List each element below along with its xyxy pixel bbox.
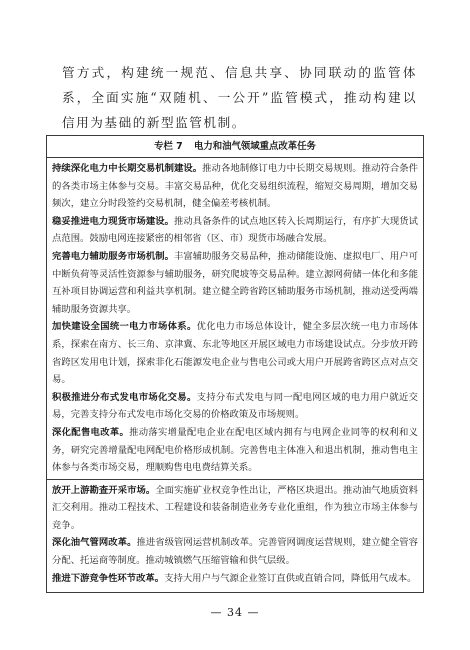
box-label: 专栏 7 (154, 141, 183, 152)
task-item (52, 318, 418, 388)
task-heading: 加快建设全国统一电力市场体系。 (52, 321, 197, 333)
task-body: 推动落实增量配电企业在配电区域内拥有与电网企业同等的权利和义务，研究完善增量配电网配电价格形成机制。完善售电主体准入和退出机制，推动售电主体参与各类市场交易，理顺购售电电费结算关系。 (52, 426, 418, 474)
task-heading: 深化油气管网改革。 (52, 537, 137, 549)
task-heading: 持续深化电力中长期交易机制建设。 (52, 163, 203, 174)
task-item (52, 482, 418, 535)
task-body: 全面实施矿业权竞争性出让，严格区块退出。推动油气地质资料汇交利用。推动工程技术、工程建设和装备制造业务专业化重组，作为独立市场主体参与竞争。 (52, 484, 418, 531)
task-heading: 放开上游勘查开采市场。 (52, 484, 156, 496)
task-item (52, 424, 418, 477)
task-item (52, 160, 418, 213)
task-heading: 稳妥推进电力现货市场建设。 (52, 215, 175, 227)
task-heading: 积极推进分布式发电市场化交易。 (52, 391, 197, 403)
task-heading: 推进下游竞争性环节改革。 (52, 572, 165, 584)
task-item (52, 248, 418, 318)
sidebar-box (46, 135, 424, 593)
task-heading: 深化配售电改革。 (52, 426, 130, 438)
task-item (52, 213, 418, 248)
task-item (52, 570, 418, 588)
task-body: 支持大用户与气源企业签订直供或直销合同，降低用气成本。 (164, 572, 417, 584)
page-number: — 34 — (210, 606, 260, 619)
task-body: 优化电力市场总体设计，健全多层次统一电力市场体系，探索在南方、长三角、京津冀、东北等地区开展区域电力市场建设试点。分步放开跨省跨区发用电计划，探索非化石能源发电企业与售电公司或大用户开展跨省跨区点对点交易。 (52, 321, 418, 386)
box-heading: 电力和油气领域重点改革任务 (193, 141, 316, 152)
intro-paragraph (62, 60, 417, 135)
oil-gas-section (47, 480, 423, 590)
task-body: 推动各地制修订电力中长期交易规则。推动符合条件的各类市场主体参与交易。丰富交易品种，优化交易组织流程，缩短交易周期，增加交易频次，建立分时段签约交易机制，健全偏差考核机制。 (52, 163, 418, 210)
task-body: 推进省级管网运营机制改革。完善管网调度运营规则，建立健全管容分配、托运商等制度。推动城镇燃气压缩管输和供气层级。 (52, 537, 418, 567)
box-title (47, 136, 423, 158)
intro-text: 管方式，构建统一规范、信息共享、协同联动的监管体系，全面实施“双随机、一公开”监管模式，推动构建以信用为基础的新型监管机制。 (62, 65, 417, 130)
task-body: 推动具备条件的试点地区转入长周期运行，有序扩大现货试点范围。鼓励电网连接紧密的相邻省（区、市）现货市场融合发展。 (52, 215, 418, 245)
task-item (52, 389, 418, 424)
task-heading: 完善电力辅助服务市场机制。 (52, 250, 175, 262)
task-body: 支持分布式发电与同一配电网区域的电力用户就近交易，完善支持分布式发电市场化交易的价格政策及市场规则。 (52, 391, 418, 421)
power-section (47, 158, 423, 480)
task-body: 丰富辅助服务交易品种，推动储能设施、虚拟电厂、用户可中断负荷等灵活性资源参与辅助服务，研究爬坡等交易品种。建立源网荷储一体化和多能互补项目协调运营和利益共享机制。建立健全跨省跨区辅助服务市场机制，推动送受两端辅助服务资源共享。 (52, 250, 418, 315)
task-item (52, 534, 418, 569)
